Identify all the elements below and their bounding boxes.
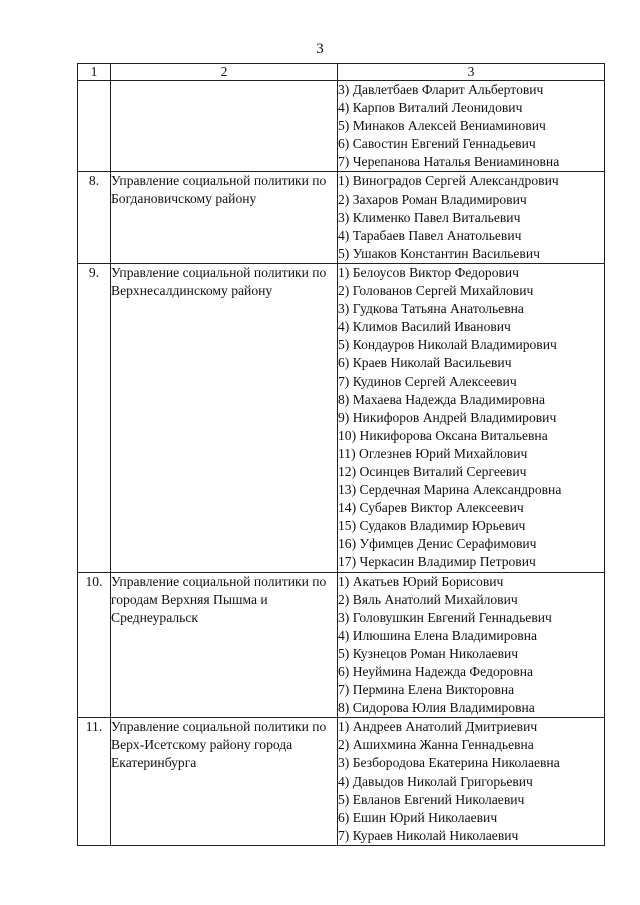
member-name: 13) Сердечная Марина Александровна xyxy=(338,482,562,498)
member-name: 3) Безбородова Екатерина Николаевна xyxy=(338,755,560,771)
row-number xyxy=(78,81,111,172)
member-name: 3) Гудкова Татьяна Анатольевна xyxy=(338,301,524,317)
member-name: 2) Ашихмина Жанна Геннадьевна xyxy=(338,737,534,753)
department-name: Управление социальной политики по Верх-Исетскому району города Екатеринбурга xyxy=(111,718,338,846)
member-name: 1) Белоусов Виктор Федорович xyxy=(338,264,520,280)
column-header-3: 3 xyxy=(338,64,605,81)
table-row xyxy=(78,172,605,263)
department-name: Управление социальной политики по городам Верхняя Пышма и Среднеуральск xyxy=(111,572,338,718)
member-name: 6) Савостин Евгений Геннадьевич xyxy=(338,136,536,152)
member-name: 7) Черепанова Наталья Вениаминовна xyxy=(338,154,560,170)
member-name: 5) Ушаков Константин Васильевич xyxy=(338,245,540,261)
member-name: 8) Махаева Надежда Владимировна xyxy=(338,391,546,407)
member-name: 5) Евланов Евгений Николаевич xyxy=(338,791,525,807)
table-row xyxy=(78,718,605,846)
page-number: 3 xyxy=(316,41,324,57)
member-list xyxy=(338,572,605,718)
row-number: 9. xyxy=(78,263,111,572)
member-name: 6) Неуймина Надежда Федоровна xyxy=(338,664,534,679)
member-name: 6) Ешин Юрий Николаевич xyxy=(338,809,498,825)
member-list xyxy=(338,718,605,846)
table-row xyxy=(78,81,605,172)
member-name: 11) Оглезнев Юрий Михайлович xyxy=(338,445,528,461)
member-name: 7) Кудинов Сергей Алексеевич xyxy=(338,373,517,389)
table-header-row xyxy=(78,64,605,81)
department-name xyxy=(111,81,338,172)
member-name: 1) Виноградов Сергей Александрович xyxy=(338,173,559,189)
member-name: 3) Головушкин Евгений Геннадьевич xyxy=(338,609,552,625)
member-name: 8) Сидорова Юлия Владимировна xyxy=(338,700,535,716)
member-name: 2) Вяль Анатолий Михайлович xyxy=(338,591,518,607)
member-name: 4) Карпов Виталий Леонидович xyxy=(338,100,523,116)
member-name: 4) Илюшина Елена Владимировна xyxy=(338,627,538,643)
column-header-1: 1 xyxy=(78,64,111,81)
column-header-2: 2 xyxy=(111,64,338,81)
member-name: 9) Никифоров Андрей Владимирович xyxy=(338,409,557,425)
member-list xyxy=(338,172,605,263)
member-list xyxy=(338,263,605,572)
member-name: 4) Тарабаев Павел Анатольевич xyxy=(338,227,522,243)
member-name: 16) Уфимцев Денис Серафимович xyxy=(338,536,537,552)
commission-table xyxy=(77,63,605,846)
member-name: 7) Пермина Елена Викторовна xyxy=(338,682,515,698)
member-name: 1) Акатьев Юрий Борисович xyxy=(338,573,504,589)
row-number: 8. xyxy=(78,172,111,263)
member-name: 12) Осинцев Виталий Сергеевич xyxy=(338,463,527,479)
department-name: Управление социальной политики по Богдановичскому району xyxy=(111,172,338,263)
member-name: 7) Кураев Николай Николаевич xyxy=(338,827,519,843)
member-list xyxy=(338,81,605,172)
member-name: 3) Клименко Павел Витальевич xyxy=(338,209,521,225)
member-name: 5) Кондауров Николай Владимирович xyxy=(338,337,557,353)
member-name: 6) Краев Николай Васильевич xyxy=(338,355,512,371)
member-name: 5) Минаков Алексей Вениаминович xyxy=(338,118,546,134)
member-name: 14) Субарев Виктор Алексеевич xyxy=(338,500,524,516)
member-name: 4) Давыдов Николай Григорьевич xyxy=(338,773,533,789)
member-name: 3) Давлетбаев Фларит Альбертович xyxy=(338,82,544,97)
member-name: 10) Никифорова Оксана Витальевна xyxy=(338,427,548,443)
department-name: Управление социальной политики по Верхнесалдинскому району xyxy=(111,263,338,572)
member-name: 15) Судаков Владимир Юрьевич xyxy=(338,518,526,534)
member-name: 4) Климов Василий Иванович xyxy=(338,319,511,335)
member-name: 17) Черкасин Владимир Петрович xyxy=(338,554,536,570)
member-name: 5) Кузнецов Роман Николаевич xyxy=(338,645,519,661)
row-number: 11. xyxy=(78,718,111,846)
member-name: 2) Захаров Роман Владимирович xyxy=(338,191,527,207)
row-number: 10. xyxy=(78,572,111,718)
table-row xyxy=(78,263,605,572)
member-name: 1) Андреев Анатолий Дмитриевич xyxy=(338,719,538,735)
table-row xyxy=(78,572,605,718)
member-name: 2) Голованов Сергей Михайлович xyxy=(338,283,534,299)
